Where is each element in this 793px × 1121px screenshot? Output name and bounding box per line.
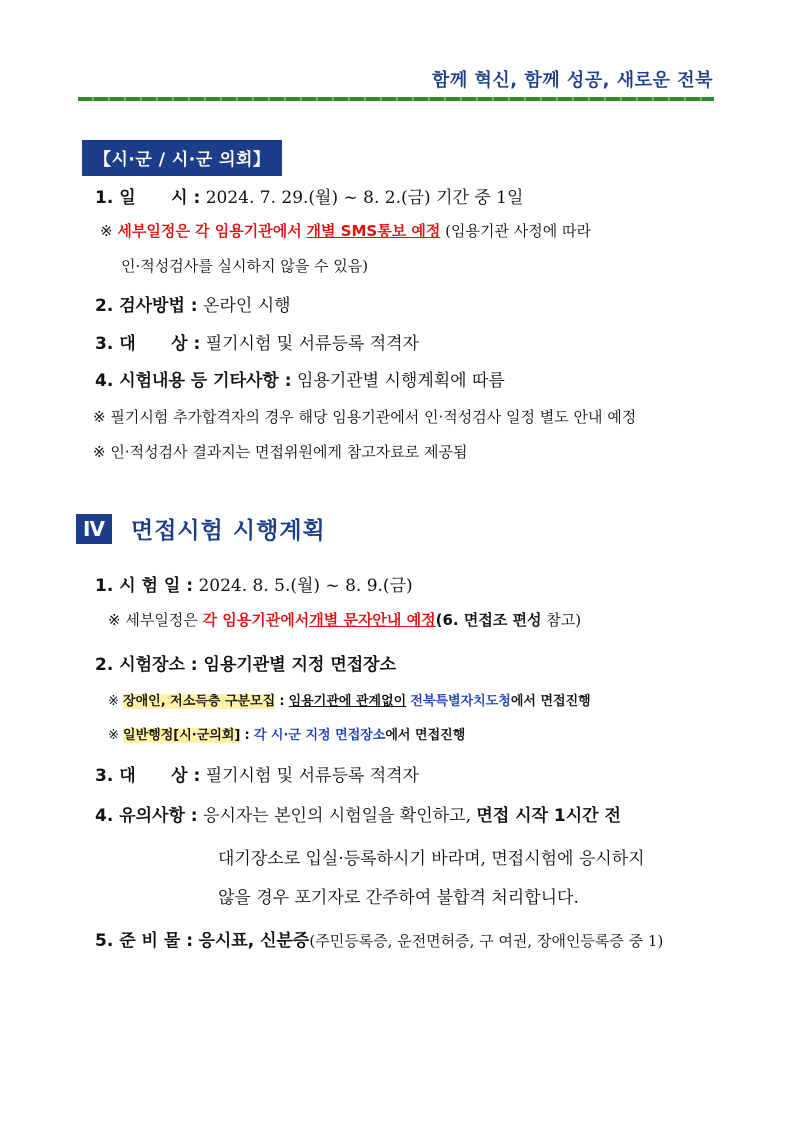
interview-schedule-note [108,609,581,630]
note-bold-ref: (6. 면접조 편성 [435,611,542,629]
note-mark: ※ [108,611,121,629]
caution-row [95,801,621,826]
note-underline: 임용기관에 관계없이 [288,694,407,709]
note-rest: 에서 면접진행 [385,728,466,743]
note-mark: ※ [100,222,113,240]
header-divider [78,97,714,101]
note-colon: : [279,694,285,709]
note-rest: (임용기관 사정에 따라 [445,222,591,240]
venue-note-general [108,724,465,743]
interview-date-row [95,571,413,596]
additional-pass-note: ※ 필기시험 추가합격자의 경우 해당 임용기관에서 인·적성검사 일정 별도 안내 예정 [93,408,637,426]
venue-row: 2. 시험장소 : 임용기관별 지정 면접장소 [95,655,397,675]
caution-line2: 대기장소로 입실·등록하시기 바라며, 면접시험에 응시하지 [218,849,645,869]
note-red-text: 각 임용기관에서 [202,611,310,629]
note-suffix: 참고) [546,611,582,629]
section-number-badge: Ⅳ [76,514,112,544]
supplies-row [95,926,663,951]
interview-target-row [95,761,419,786]
note-colon: : [244,728,250,743]
note-blue: 각 시·군 지정 면접장소 [253,728,386,743]
note-red-underlined: 개별 SMS통보 예정 [306,222,441,240]
etc-row [95,366,505,391]
exam-date-value: 2024. 7. 29.(월) ~ 8. 2.(금) 기간 중 1일 [205,188,524,208]
method-value: 온라인 시행 [203,296,291,316]
note-mark: ※ [108,728,119,743]
etc-value: 임용기관별 시행계획에 따름 [296,371,505,391]
note-mark: ※ [108,694,119,709]
note-highlight: 장애인, 저소득층 구분모집 [123,694,276,709]
target-value: 필기시험 및 서류등록 적격자 [205,334,419,354]
note-highlight: 일반행정[시·군의회] [123,728,241,743]
caution-line1: 응시자는 본인의 시험일을 확인하고, [203,806,471,826]
target-row [95,329,419,354]
supplies-label: 5. 준 비 물 : [95,931,194,951]
interview-date-value: 2024. 8. 5.(월) ~ 8. 9.(금) [198,576,413,596]
note-rest: 에서 면접진행 [510,694,591,709]
note-blue: 전북특별자치도청 [410,694,511,709]
caution-line3: 않을 경우 포기자로 간주하여 불합격 처리합니다. [218,888,579,908]
header-slogan: 함께 혁신, 함께 성공, 새로운 전북 [431,70,713,91]
interview-target-value: 필기시험 및 서류등록 적격자 [205,766,419,786]
caution-line1-bold: 면접 시작 1시간 전 [476,806,621,826]
supplies-bold: 응시표, 신분증 [198,931,310,951]
note-red-underlined: 개별 문자안내 예정 [309,611,436,629]
result-note: ※ 인·적성검사 결과지는 면접위원에게 참고자료로 제공됨 [93,443,468,461]
exam-date-label: 1. 일 시 : [95,188,201,208]
supplies-rest: (주민등록증, 운전면허증, 구 여권, 장애인등록증 중 1) [309,932,664,950]
section-title: 면접시험 시행계획 [131,518,326,544]
method-label: 2. 검사방법 : [95,296,198,316]
interview-date-label: 1. 시 험 일 : [95,576,194,596]
note-prefix: 세부일정은 [125,611,198,629]
schedule-note-cont: 인·적성검사를 실시하지 않을 수 있음) [121,257,369,275]
etc-label: 4. 시험내용 등 기타사항 : [95,371,292,391]
target-label: 3. 대 상 : [95,334,201,354]
schedule-note [100,220,591,241]
interview-target-label: 3. 대 상 : [95,766,201,786]
exam-date-row [95,183,523,208]
note-red-text: 세부일정은 각 임용기관에서 [117,222,302,240]
caution-label: 4. 유의사항 : [95,806,198,826]
venue-note-disabled [108,690,591,709]
section-tag: 【시·군 / 시·군 의회】 [82,140,282,176]
method-row [95,291,291,316]
